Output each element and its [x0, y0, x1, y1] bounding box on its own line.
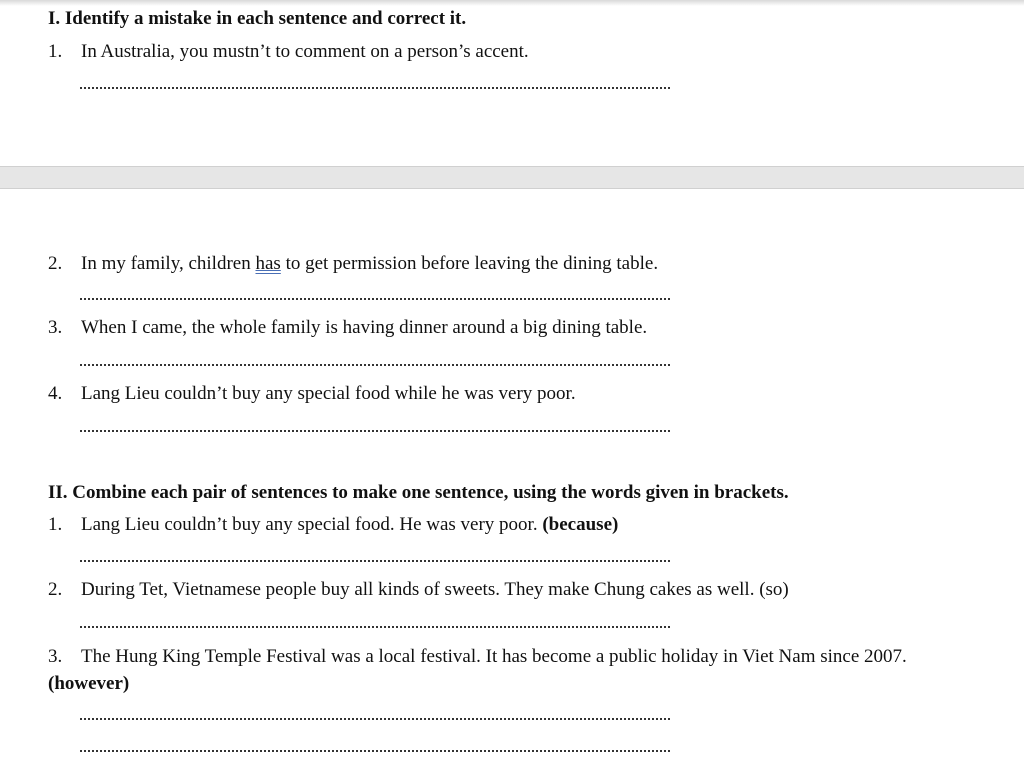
item-number: 2. — [48, 253, 63, 274]
answer-line[interactable] — [80, 87, 670, 89]
item-text: Lang Lieu couldn’t buy any special food while he was very poor. — [81, 383, 576, 404]
item-number: 1. — [48, 514, 63, 535]
item-number: 2. — [48, 579, 63, 600]
bracket-word: (because) — [542, 514, 619, 535]
item-number: 1. — [48, 41, 63, 62]
answer-line[interactable] — [80, 626, 670, 628]
item-text — [81, 253, 658, 275]
page-break — [0, 166, 1024, 189]
item-text: When I came, the whole family is having dinner around a big dining table. — [81, 317, 648, 338]
item-text: The Hung King Temple Festival was a local festival. It has become a public holiday in Viet Nam since 2007. — [81, 646, 907, 667]
item-text: During Tet, Vietnamese people buy all kinds of sweets. They make Chung cakes as well. (so) — [81, 579, 789, 600]
page-top-edge — [0, 0, 1024, 6]
section-2-heading: II. Combine each pair of sentences to make one sentence, using the words given in brackets. — [48, 482, 789, 503]
item-text: In Australia, you mustn’t to comment on a person’s accent. — [81, 41, 529, 62]
answer-line[interactable] — [80, 430, 670, 432]
grammar-flagged-word: has — [255, 253, 281, 274]
section-1-heading: I. Identify a mistake in each sentence and correct it. — [48, 8, 467, 29]
answer-line[interactable] — [80, 750, 670, 752]
item-number: 3. — [48, 317, 63, 338]
item-text-pre: In my family, children — [81, 253, 256, 274]
item-text-post: to get permission before leaving the dining table. — [280, 253, 659, 274]
answer-line[interactable] — [80, 560, 670, 562]
answer-line[interactable] — [80, 364, 670, 366]
item-number: 4. — [48, 383, 63, 404]
answer-line[interactable] — [80, 718, 670, 720]
answer-line[interactable] — [80, 298, 670, 300]
bracket-word: (however) — [48, 673, 130, 694]
item-text-body: Lang Lieu couldn’t buy any special food. He was very poor. — [81, 514, 543, 535]
item-text — [81, 514, 618, 536]
item-number: 3. — [48, 646, 63, 667]
